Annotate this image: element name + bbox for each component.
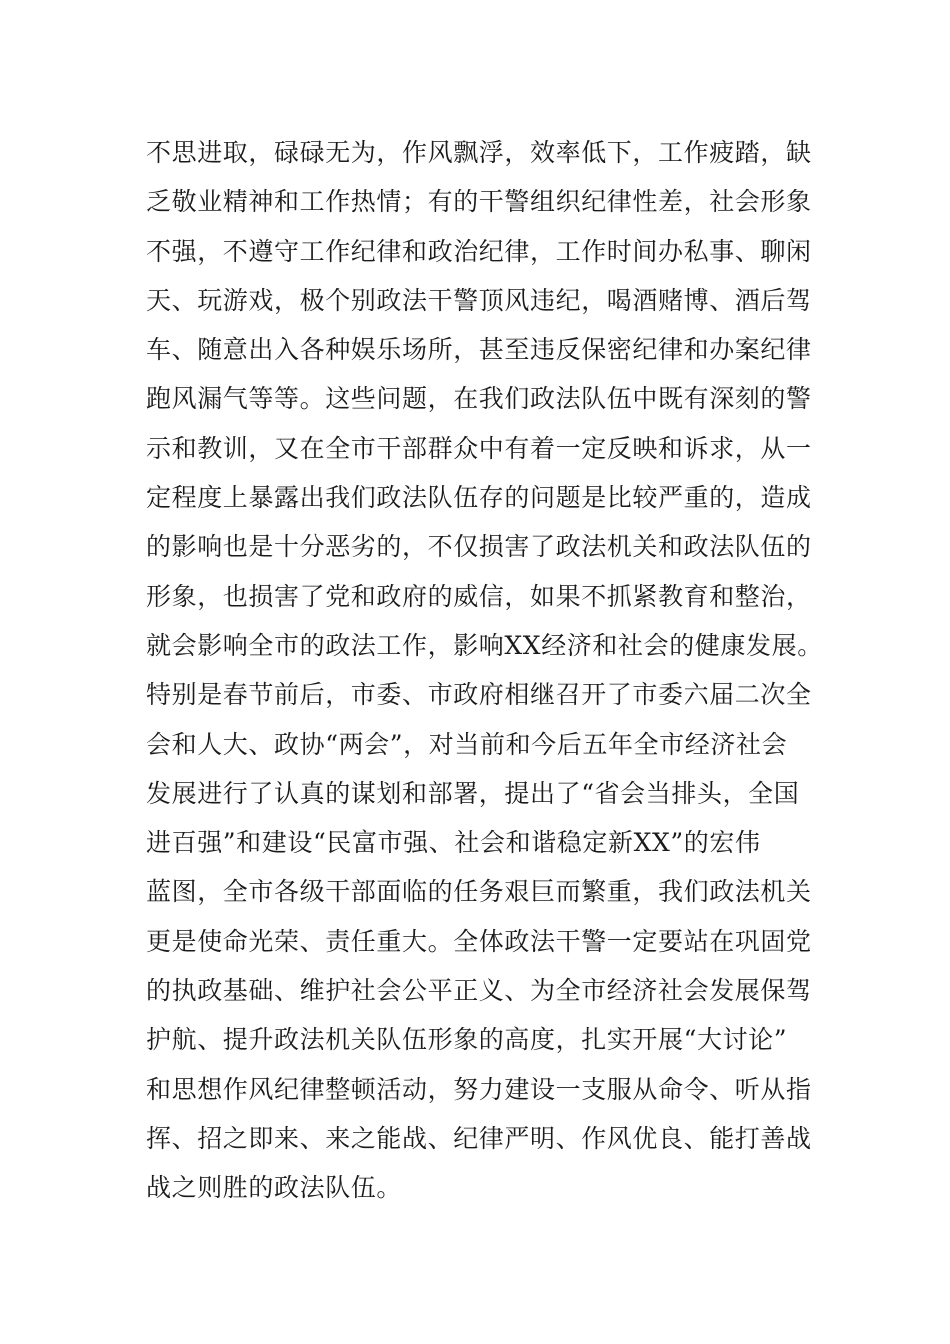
text-line: 定程度上暴露出我们政法队伍存的问题是比较严重的，造成 [146,483,812,513]
text-line: 发展进行了认真的谋划和部署，提出了“省会当排头，全国 [146,778,800,808]
text-line: 特别是春节前后，市委、市政府相继召开了市委六届二次全 [146,680,812,710]
text-line: 不思进取，碌碌无为，作风飘浮，效率低下，工作疲踏，缺 [146,138,812,167]
text-line: 就会影响全市的政法工作，影响XX经济和社会的健康发展。 [146,630,823,660]
text-line: 更是使命光荣、责任重大。全体政法干警一定要站在巩固党 [146,926,812,956]
text-line: 车、随意出入各种娱乐场所，甚至违反保密纪律和办案纪律 [146,335,812,365]
text-line: 的执政基础、维护社会公平正义、为全市经济社会发展保驾 [146,976,812,1006]
text-line: 进百强”和建设“民富市强、社会和谐稳定新XX”的宏伟 [146,828,761,858]
text-line: 形象，也损害了党和政府的威信，如果不抓紧教育和整治， [146,581,812,611]
text-line: 会和人大、政协“两会”，对当前和今后五年全市经济社会 [146,729,788,759]
text-line: 示和教训，又在全市干部群众中有着一定反映和诉求，从一 [146,433,812,463]
text-line: 不强，不遵守工作纪律和政治纪律，工作时间办私事、聊闲 [146,236,812,266]
text-line: 天、玩游戏，极个别政法干警顶风违纪，喝酒赌博、酒后驾 [146,285,812,315]
text-line: 挥、招之即来、来之能战、纪律严明、作风优良、能打善战 [146,1123,812,1153]
body-text [146,128,826,1213]
text-line: 战之则胜的政法队伍。 [146,1173,403,1203]
text-line: 乏敬业精神和工作热情；有的干警组织纪律性差，社会形象 [146,187,812,217]
text-line: 跑风漏气等等。这些问题，在我们政法队伍中既有深刻的警 [146,384,812,414]
text-line: 和思想作风纪律整顿活动，努力建设一支服从命令、听从指 [146,1074,812,1104]
text-line: 护航、提升政法机关队伍形象的高度，扎实开展“大讨论” [146,1025,788,1055]
text-line: 的影响也是十分恶劣的，不仅损害了政法机关和政法队伍的 [146,532,812,562]
text-line: 蓝图，全市各级干部面临的任务艰巨而繁重，我们政法机关 [146,877,812,907]
